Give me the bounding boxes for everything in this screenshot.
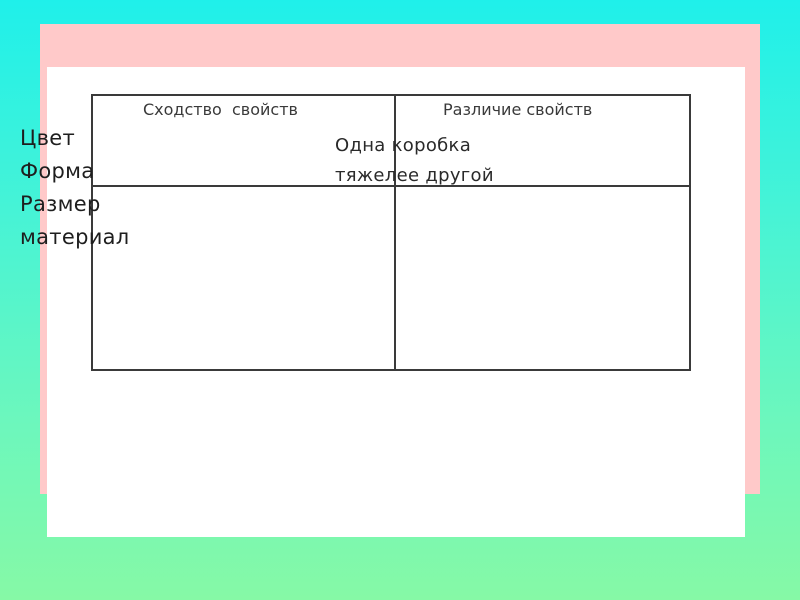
differences-list — [335, 131, 494, 191]
header-differences: Различие свойств — [443, 100, 593, 119]
difference-item: Одна коробка — [335, 135, 472, 156]
similarity-item: Размер — [20, 192, 101, 216]
similarity-item: Форма — [20, 159, 95, 183]
header-similarities: Сходство свойств — [143, 100, 298, 119]
similarity-item: материал — [20, 225, 130, 249]
similarities-list — [20, 122, 130, 254]
similarity-item: Цвет — [20, 126, 76, 150]
difference-item: тяжелее другой — [335, 165, 494, 186]
